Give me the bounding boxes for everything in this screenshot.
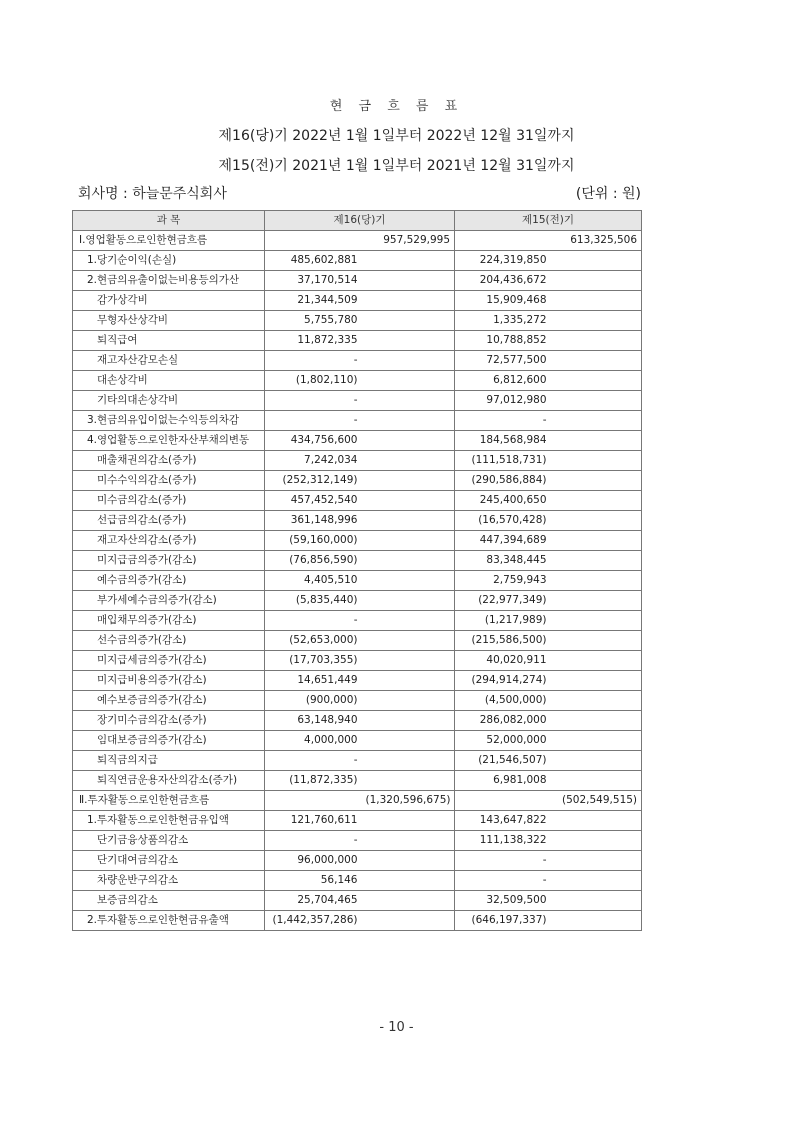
prior-total-value <box>551 831 642 851</box>
current-detail-value: (900,000) <box>265 691 362 711</box>
prior-detail-value: - <box>455 871 551 891</box>
table-row <box>73 431 642 451</box>
prior-total-value <box>551 331 642 351</box>
prior-detail-value: (22,977,349) <box>455 591 551 611</box>
current-total-value <box>362 731 455 751</box>
prior-total-value <box>551 431 642 451</box>
current-detail-value: 361,148,996 <box>265 511 362 531</box>
prior-detail-value: 72,577,500 <box>455 351 551 371</box>
row-label: 미수수익의감소(증가) <box>73 471 265 491</box>
current-total-value <box>362 431 455 451</box>
row-label: 선수금의증가(감소) <box>73 631 265 651</box>
prior-total-value <box>551 731 642 751</box>
current-total-value <box>362 751 455 771</box>
row-label: 3.현금의유입이없는수익등의차감 <box>73 411 265 431</box>
current-detail-value: 96,000,000 <box>265 851 362 871</box>
current-total-value <box>362 351 455 371</box>
prior-total-value <box>551 631 642 651</box>
prior-total-value <box>551 591 642 611</box>
company-name: 회사명 : 하늘문주식회사 <box>78 186 227 202</box>
header-current-period: 제16(당)기 <box>265 211 455 231</box>
prior-detail-value: (646,197,337) <box>455 911 551 931</box>
row-label: 1.투자활동으로인한현금유입액 <box>73 811 265 831</box>
prior-total-value <box>551 391 642 411</box>
prior-total-value <box>551 651 642 671</box>
current-detail-value: - <box>265 831 362 851</box>
prior-total-value <box>551 891 642 911</box>
table-row <box>73 691 642 711</box>
table-row <box>73 571 642 591</box>
table-row <box>73 631 642 651</box>
row-label: 재고자산의감소(증가) <box>73 531 265 551</box>
current-total-value <box>362 911 455 931</box>
prior-detail-value: 2,759,943 <box>455 571 551 591</box>
prior-detail-value: 6,812,600 <box>455 371 551 391</box>
current-total-value <box>362 411 455 431</box>
row-label: 선급금의감소(증가) <box>73 511 265 531</box>
table-row <box>73 411 642 431</box>
prior-detail-value: 184,568,984 <box>455 431 551 451</box>
prior-detail-value: 15,909,468 <box>455 291 551 311</box>
current-detail-value: (11,872,335) <box>265 771 362 791</box>
prior-detail-value: 32,509,500 <box>455 891 551 911</box>
table-row <box>73 831 642 851</box>
current-total-value <box>362 311 455 331</box>
current-detail-value: 485,602,881 <box>265 251 362 271</box>
current-detail-value: (17,703,355) <box>265 651 362 671</box>
current-total-value <box>362 671 455 691</box>
current-total-value <box>362 711 455 731</box>
table-header-row <box>73 211 642 231</box>
current-total-value <box>362 271 455 291</box>
current-total-value: (1,320,596,675) <box>362 791 455 811</box>
prior-detail-value <box>455 231 551 251</box>
prior-detail-value: 143,647,822 <box>455 811 551 831</box>
row-label: 대손상각비 <box>73 371 265 391</box>
current-detail-value: 25,704,465 <box>265 891 362 911</box>
prior-total-value <box>551 511 642 531</box>
prior-detail-value: 245,400,650 <box>455 491 551 511</box>
prior-total-value <box>551 351 642 371</box>
prior-total-value: 613,325,506 <box>551 231 642 251</box>
table-row <box>73 871 642 891</box>
current-detail-value: 7,242,034 <box>265 451 362 471</box>
row-label: 재고자산감모손실 <box>73 351 265 371</box>
document-title: 현 금 흐 름 표 <box>329 99 464 114</box>
current-total-value <box>362 371 455 391</box>
row-label: 예수금의증가(감소) <box>73 571 265 591</box>
current-detail-value: 21,344,509 <box>265 291 362 311</box>
row-label: 미수금의감소(증가) <box>73 491 265 511</box>
prior-total-value <box>551 371 642 391</box>
prior-total-value <box>551 471 642 491</box>
prior-detail-value <box>455 791 551 811</box>
current-detail-value: 56,146 <box>265 871 362 891</box>
table-row <box>73 251 642 271</box>
row-label: 1.당기순이익(손실) <box>73 251 265 271</box>
row-label: 기타의대손상각비 <box>73 391 265 411</box>
current-total-value: 957,529,995 <box>362 231 455 251</box>
current-total-value <box>362 651 455 671</box>
current-total-value <box>362 531 455 551</box>
prior-total-value <box>551 491 642 511</box>
table-row <box>73 351 642 371</box>
prior-detail-value: 286,082,000 <box>455 711 551 731</box>
row-label: 매출채권의감소(증가) <box>73 451 265 471</box>
prior-detail-value: 1,335,272 <box>455 311 551 331</box>
period-prior: 제15(전)기 2021년 1월 1일부터 2021년 12월 31일까지 <box>218 158 575 174</box>
current-detail-value: - <box>265 351 362 371</box>
current-detail-value: 63,148,940 <box>265 711 362 731</box>
header-prior-period: 제15(전)기 <box>455 211 642 231</box>
table-row <box>73 591 642 611</box>
prior-detail-value: (290,586,884) <box>455 471 551 491</box>
current-detail-value <box>265 791 362 811</box>
table-row <box>73 651 642 671</box>
current-total-value <box>362 471 455 491</box>
prior-detail-value: 10,788,852 <box>455 331 551 351</box>
prior-total-value <box>551 571 642 591</box>
current-detail-value: (59,160,000) <box>265 531 362 551</box>
period-current: 제16(당)기 2022년 1월 1일부터 2022년 12월 31일까지 <box>218 128 575 144</box>
prior-total-value <box>551 291 642 311</box>
current-total-value <box>362 871 455 891</box>
current-total-value <box>362 491 455 511</box>
prior-detail-value: 83,348,445 <box>455 551 551 571</box>
table-row <box>73 391 642 411</box>
row-label: 미지급비용의증가(감소) <box>73 671 265 691</box>
prior-detail-value: 224,319,850 <box>455 251 551 271</box>
current-detail-value: - <box>265 611 362 631</box>
table-row <box>73 771 642 791</box>
prior-detail-value: (1,217,989) <box>455 611 551 631</box>
table-row <box>73 511 642 531</box>
prior-total-value <box>551 711 642 731</box>
current-total-value <box>362 551 455 571</box>
prior-detail-value: 111,138,322 <box>455 831 551 851</box>
current-detail-value: (1,442,357,286) <box>265 911 362 931</box>
prior-detail-value: 97,012,980 <box>455 391 551 411</box>
prior-total-value: (502,549,515) <box>551 791 642 811</box>
row-label: 매입채무의증가(감소) <box>73 611 265 631</box>
prior-total-value <box>551 871 642 891</box>
table-row <box>73 451 642 471</box>
current-detail-value: 4,405,510 <box>265 571 362 591</box>
prior-total-value <box>551 671 642 691</box>
current-detail-value: 457,452,540 <box>265 491 362 511</box>
prior-detail-value: (294,914,274) <box>455 671 551 691</box>
current-detail-value: 11,872,335 <box>265 331 362 351</box>
table-row <box>73 231 642 251</box>
table-row <box>73 291 642 311</box>
page-number: - 10 - <box>379 1020 414 1035</box>
row-label: 퇴직연금운용자산의감소(증가) <box>73 771 265 791</box>
current-total-value <box>362 451 455 471</box>
current-detail-value: - <box>265 411 362 431</box>
prior-total-value <box>551 411 642 431</box>
table-row <box>73 851 642 871</box>
table-row <box>73 891 642 911</box>
table-row <box>73 311 642 331</box>
current-detail-value: (5,835,440) <box>265 591 362 611</box>
current-detail-value: 121,760,611 <box>265 811 362 831</box>
current-detail-value: - <box>265 391 362 411</box>
current-total-value <box>362 591 455 611</box>
prior-detail-value: (21,546,507) <box>455 751 551 771</box>
row-label: 장기미수금의감소(증가) <box>73 711 265 731</box>
row-label: 미지급세금의증가(감소) <box>73 651 265 671</box>
prior-detail-value: - <box>455 851 551 871</box>
current-detail-value: (252,312,149) <box>265 471 362 491</box>
table-row <box>73 331 642 351</box>
table-row <box>73 791 642 811</box>
row-label: 퇴직금의지급 <box>73 751 265 771</box>
current-detail-value <box>265 231 362 251</box>
table-row <box>73 671 642 691</box>
prior-total-value <box>551 691 642 711</box>
row-label: 4.영업활동으로인한자산부채의변동 <box>73 431 265 451</box>
row-label: 예수보증금의증가(감소) <box>73 691 265 711</box>
row-label: Ⅰ.영업활동으로인한현금흐름 <box>73 231 265 251</box>
current-total-value <box>362 631 455 651</box>
current-detail-value: (52,653,000) <box>265 631 362 651</box>
table-row <box>73 551 642 571</box>
prior-detail-value: (16,570,428) <box>455 511 551 531</box>
prior-total-value <box>551 311 642 331</box>
prior-detail-value: (4,500,000) <box>455 691 551 711</box>
prior-detail-value: 6,981,008 <box>455 771 551 791</box>
prior-detail-value: - <box>455 411 551 431</box>
table-row <box>73 271 642 291</box>
row-label: 보증금의감소 <box>73 891 265 911</box>
prior-total-value <box>551 911 642 931</box>
row-label: 무형자산상각비 <box>73 311 265 331</box>
prior-total-value <box>551 531 642 551</box>
table-row <box>73 811 642 831</box>
current-detail-value: 434,756,600 <box>265 431 362 451</box>
current-total-value <box>362 391 455 411</box>
prior-total-value <box>551 851 642 871</box>
current-total-value <box>362 291 455 311</box>
table-row <box>73 911 642 931</box>
prior-total-value <box>551 611 642 631</box>
row-label: 미지급금의증가(감소) <box>73 551 265 571</box>
row-label: 2.투자활동으로인한현금유출액 <box>73 911 265 931</box>
current-detail-value: 37,170,514 <box>265 271 362 291</box>
table-row <box>73 751 642 771</box>
prior-detail-value: (111,518,731) <box>455 451 551 471</box>
row-label: 임대보증금의증가(감소) <box>73 731 265 751</box>
row-label: 감가상각비 <box>73 291 265 311</box>
prior-detail-value: 52,000,000 <box>455 731 551 751</box>
current-total-value <box>362 691 455 711</box>
prior-total-value <box>551 251 642 271</box>
table-row <box>73 371 642 391</box>
table-row <box>73 731 642 751</box>
current-total-value <box>362 331 455 351</box>
prior-detail-value: 447,394,689 <box>455 531 551 551</box>
row-label: 단기금융상품의감소 <box>73 831 265 851</box>
row-label: 차량운반구의감소 <box>73 871 265 891</box>
current-detail-value: (76,856,590) <box>265 551 362 571</box>
current-total-value <box>362 511 455 531</box>
row-label: 2.현금의유출이없는비용등의가산 <box>73 271 265 291</box>
prior-detail-value: 204,436,672 <box>455 271 551 291</box>
current-total-value <box>362 771 455 791</box>
current-detail-value: 4,000,000 <box>265 731 362 751</box>
prior-total-value <box>551 811 642 831</box>
header-item: 과 목 <box>73 211 265 231</box>
prior-total-value <box>551 771 642 791</box>
current-detail-value: (1,802,110) <box>265 371 362 391</box>
prior-detail-value: 40,020,911 <box>455 651 551 671</box>
row-label: 퇴직급여 <box>73 331 265 351</box>
current-total-value <box>362 251 455 271</box>
prior-detail-value: (215,586,500) <box>455 631 551 651</box>
prior-total-value <box>551 271 642 291</box>
prior-total-value <box>551 751 642 771</box>
unit-label: (단위 : 원) <box>575 186 641 202</box>
prior-total-value <box>551 551 642 571</box>
current-detail-value: 5,755,780 <box>265 311 362 331</box>
table-row <box>73 531 642 551</box>
current-total-value <box>362 831 455 851</box>
table-row <box>73 471 642 491</box>
table-body <box>73 231 642 931</box>
table-row <box>73 491 642 511</box>
current-total-value <box>362 851 455 871</box>
row-label: 부가세예수금의증가(감소) <box>73 591 265 611</box>
table-row <box>73 611 642 631</box>
prior-total-value <box>551 451 642 471</box>
cash-flow-table <box>72 210 642 931</box>
current-total-value <box>362 571 455 591</box>
current-detail-value: - <box>265 751 362 771</box>
row-label: Ⅱ.투자활동으로인한현금흐름 <box>73 791 265 811</box>
current-total-value <box>362 811 455 831</box>
table-row <box>73 711 642 731</box>
row-label: 단기대여금의감소 <box>73 851 265 871</box>
current-total-value <box>362 611 455 631</box>
current-detail-value: 14,651,449 <box>265 671 362 691</box>
current-total-value <box>362 891 455 911</box>
